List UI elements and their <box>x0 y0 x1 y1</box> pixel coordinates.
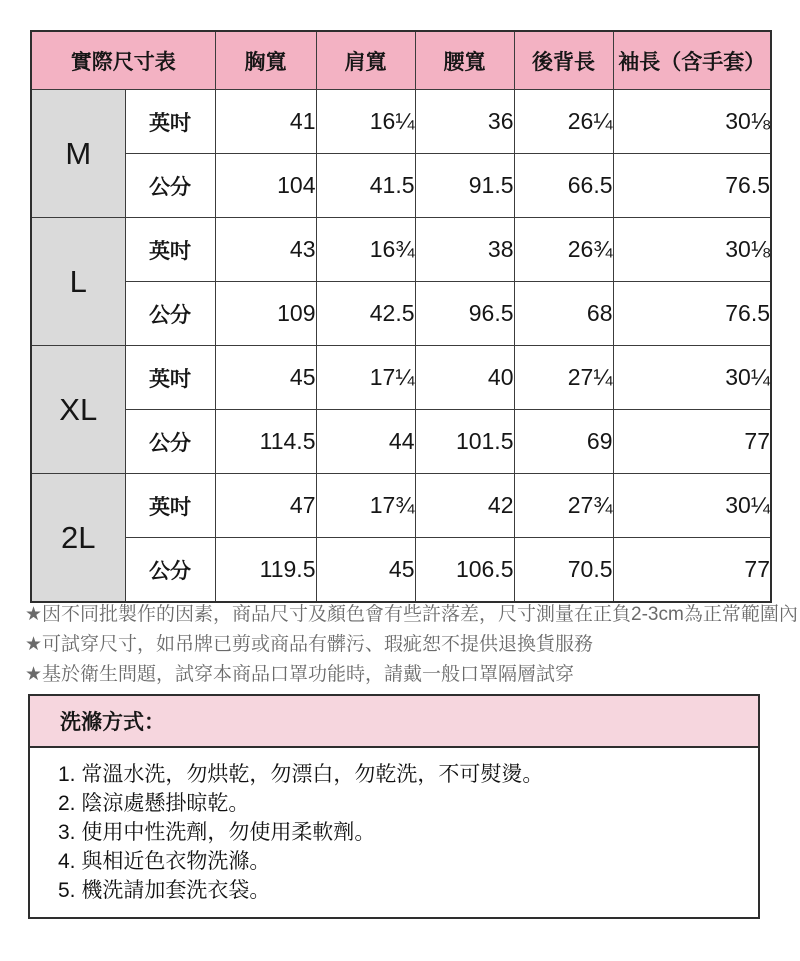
value-cell: 77 <box>613 410 771 474</box>
value-cell: 47 <box>215 474 316 538</box>
washing-item-4: 4. 與相近色衣物洗滌。 <box>58 850 271 873</box>
table-header-size-label: 實際尺寸表 <box>31 31 215 90</box>
unit-cell-cm: 公分 <box>125 410 215 474</box>
size-cell-2l: 2L <box>31 474 125 603</box>
value-cell: 119.5 <box>215 538 316 603</box>
value-cell: 42.5 <box>316 282 415 346</box>
table-row-2l-cm <box>31 538 771 603</box>
table-row-l-cm <box>31 282 771 346</box>
value-cell: 114.5 <box>215 410 316 474</box>
value-cell: 26¾ <box>514 218 613 282</box>
value-cell: 41 <box>215 90 316 154</box>
value-cell: 38 <box>415 218 514 282</box>
note-hygiene: ★基於衛生問題，試穿本商品口罩功能時，請戴一般口罩隔層試穿 <box>25 664 575 685</box>
value-cell: 76.5 <box>613 282 771 346</box>
value-cell: 26¼ <box>514 90 613 154</box>
washing-list <box>30 748 758 917</box>
value-cell: 30¼ <box>613 474 771 538</box>
unit-cell-inch: 英吋 <box>125 90 215 154</box>
size-table <box>30 30 772 603</box>
value-cell: 30⅛ <box>613 218 771 282</box>
value-cell: 16¼ <box>316 90 415 154</box>
washing-item-2: 2. 陰涼處懸掛晾乾。 <box>58 792 250 815</box>
value-cell: 101.5 <box>415 410 514 474</box>
table-row-m-inch <box>31 90 771 154</box>
size-cell-m: M <box>31 90 125 218</box>
value-cell: 70.5 <box>514 538 613 603</box>
disclaimer-notes <box>25 600 798 690</box>
value-cell: 40 <box>415 346 514 410</box>
value-cell: 66.5 <box>514 154 613 218</box>
value-cell: 42 <box>415 474 514 538</box>
value-cell: 77 <box>613 538 771 603</box>
value-cell: 30¼ <box>613 346 771 410</box>
table-row-2l-inch <box>31 474 771 538</box>
value-cell: 44 <box>316 410 415 474</box>
value-cell: 41.5 <box>316 154 415 218</box>
value-cell: 68 <box>514 282 613 346</box>
value-cell: 96.5 <box>415 282 514 346</box>
table-row-l-inch <box>31 218 771 282</box>
value-cell: 17¼ <box>316 346 415 410</box>
value-cell: 106.5 <box>415 538 514 603</box>
table-header-back-length: 後背長 <box>514 31 613 90</box>
table-row-m-cm <box>31 154 771 218</box>
value-cell: 76.5 <box>613 154 771 218</box>
value-cell: 45 <box>215 346 316 410</box>
unit-cell-inch: 英吋 <box>125 346 215 410</box>
value-cell: 104 <box>215 154 316 218</box>
value-cell: 36 <box>415 90 514 154</box>
unit-cell-inch: 英吋 <box>125 474 215 538</box>
washing-item-5: 5. 機洗請加套洗衣袋。 <box>58 879 271 902</box>
table-header-chest: 胸寬 <box>215 31 316 90</box>
unit-cell-cm: 公分 <box>125 154 215 218</box>
unit-cell-inch: 英吋 <box>125 218 215 282</box>
value-cell: 17¾ <box>316 474 415 538</box>
washing-item-1: 1. 常溫水洗，勿烘乾，勿漂白，勿乾洗，不可熨燙。 <box>58 763 544 786</box>
washing-item-3: 3. 使用中性洗劑，勿使用柔軟劑。 <box>58 821 376 844</box>
note-size-tolerance: ★因不同批製作的因素，商品尺寸及顏色會有些許落差，尺寸測量在正負2-3cm為正常範圍內 <box>25 604 798 625</box>
value-cell: 45 <box>316 538 415 603</box>
size-cell-xl: XL <box>31 346 125 474</box>
value-cell: 69 <box>514 410 613 474</box>
note-return-policy: ★可試穿尺寸，如吊牌已剪或商品有髒污、瑕疵恕不提供退換貨服務 <box>25 634 594 655</box>
washing-title: 洗滌方式： <box>30 696 758 748</box>
unit-cell-cm: 公分 <box>125 538 215 603</box>
value-cell: 43 <box>215 218 316 282</box>
size-cell-l: L <box>31 218 125 346</box>
table-header-waist: 腰寬 <box>415 31 514 90</box>
table-header-row <box>31 31 771 90</box>
value-cell: 109 <box>215 282 316 346</box>
value-cell: 91.5 <box>415 154 514 218</box>
value-cell: 16¾ <box>316 218 415 282</box>
table-header-sleeve: 袖長（含手套） <box>613 31 771 90</box>
value-cell: 27¾ <box>514 474 613 538</box>
value-cell: 30⅛ <box>613 90 771 154</box>
table-row-xl-inch <box>31 346 771 410</box>
unit-cell-cm: 公分 <box>125 282 215 346</box>
table-header-shoulder: 肩寬 <box>316 31 415 90</box>
table-row-xl-cm <box>31 410 771 474</box>
washing-instructions-box <box>28 694 760 919</box>
value-cell: 27¼ <box>514 346 613 410</box>
